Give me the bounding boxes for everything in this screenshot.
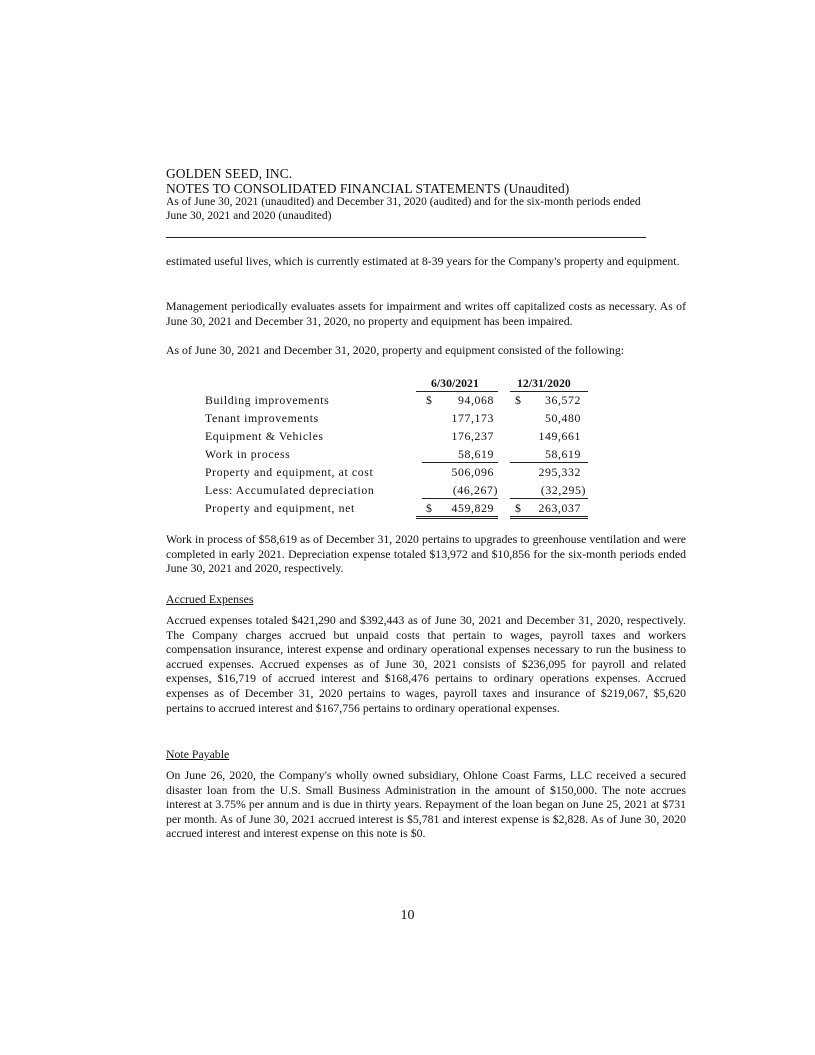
value-2020: 36,572 <box>544 393 581 407</box>
page-header <box>166 166 686 223</box>
value-2020: 263,037 <box>538 501 581 515</box>
value-2021: 459,829 <box>451 501 494 515</box>
row-label: Less: Accumulated depreciation <box>205 483 375 497</box>
page-number: 10 <box>400 908 415 923</box>
column-header-2021: 6/30/2021 <box>431 376 479 390</box>
value-2020: (32,295) <box>540 483 586 497</box>
row-label: Property and equipment, net <box>205 501 355 515</box>
currency-sign: $ <box>426 393 433 407</box>
row-label: Equipment & Vehicles <box>205 429 324 443</box>
period-line-1: As of June 30, 2021 (unaudited) and December 31, 2020 (audited) and for the six-month periods ended <box>166 196 641 208</box>
accrued-expenses-heading: Accrued Expenses <box>166 592 254 606</box>
subtotal-rule-2020 <box>510 462 588 463</box>
value-2021: 506,096 <box>451 465 494 479</box>
paragraph-impairment: Management periodically evaluates assets for impairment and writes off capitalized costs as necessary. As of June 30, 2021 and December 31, 2020, no property and equipment has been impaired. <box>166 299 686 328</box>
value-2021: 58,619 <box>457 447 494 461</box>
value-2021: 176,237 <box>451 429 494 443</box>
company-name: GOLDEN SEED, INC. <box>166 166 292 181</box>
currency-sign: $ <box>426 501 433 515</box>
paragraph-ppe-intro: As of June 30, 2021 and December 31, 2020, property and equipment consisted of the following: <box>166 343 625 357</box>
note-payable-heading: Note Payable <box>166 747 230 761</box>
row-label: Building improvements <box>205 393 330 407</box>
total-rule-2020 <box>510 498 588 499</box>
double-underline-2021 <box>416 516 498 519</box>
header-underline-2021 <box>416 391 498 392</box>
header-divider <box>166 237 646 238</box>
statement-title: NOTES TO CONSOLIDATED FINANCIAL STATEMENTS (Unaudited) <box>166 181 570 196</box>
value-2021: 177,173 <box>451 411 494 425</box>
value-2021: (46,267) <box>452 483 498 497</box>
row-label: Tenant improvements <box>205 411 319 425</box>
accrued-expenses-text: Accrued expenses totaled $421,290 and $392,443 as of June 30, 2021 and December 31, 2020, respectively. The Company charges accrued but unpaid costs that pertain to wages, payroll taxes and workers compensation insurance, interest expense and ordinary operational expenses necessary to run the business to accrued expenses. Accrued expenses as of June 30, 2021 consists of $236,095 for payroll and related expenses, $16,719 of accrued interest and $168,476 pertains to ordinary operations expenses. Accrued expenses as of December 31, 2020 pertains to wages, payroll taxes and insurance of $219,067, $5,620 pertains to accrued interest and $167,756 pertains to ordinary operational expenses. <box>166 613 686 715</box>
row-label: Property and equipment, at cost <box>205 465 374 479</box>
value-2020: 149,661 <box>538 429 581 443</box>
subtotal-rule-2021 <box>422 462 498 463</box>
currency-sign: $ <box>515 393 522 407</box>
value-2020: 50,480 <box>544 411 581 425</box>
paragraph-useful-lives: estimated useful lives, which is currently estimated at 8-39 years for the Company's property and equipment. <box>166 254 680 268</box>
double-underline-2020 <box>510 516 588 519</box>
paragraph-work-in-process: Work in process of $58,619 as of December 31, 2020 pertains to upgrades to greenhouse ventilation and were completed in early 2021. Depreciation expense totaled $13,972 and $10,856 for the six-month periods ended June 30, 2021 and 2020, respectively. <box>166 532 686 576</box>
header-underline-2020 <box>510 391 588 392</box>
period-line-2: June 30, 2021 and 2020 (unaudited) <box>166 209 332 222</box>
value-2021: 94,068 <box>457 393 494 407</box>
note-payable-text: On June 26, 2020, the Company's wholly owned subsidiary, Ohlone Coast Farms, LLC received a secured disaster loan from the U.S. Small Business Administration in the amount of $150,000. The note accrues interest at 3.75% per annum and is due in thirty years. Repayment of the loan began on June 25, 2021 at $731 per month. As of June 30, 2021 accrued interest is $5,781 and interest expense is $2,828. As of June 30, 2020 accrued interest and interest expense on this note is $0. <box>166 768 686 841</box>
row-label: Work in process <box>205 447 291 461</box>
value-2020: 295,332 <box>538 465 581 479</box>
currency-sign: $ <box>515 501 522 515</box>
column-header-2020: 12/31/2020 <box>517 376 571 390</box>
value-2020: 58,619 <box>544 447 581 461</box>
total-rule-2021 <box>422 498 498 499</box>
